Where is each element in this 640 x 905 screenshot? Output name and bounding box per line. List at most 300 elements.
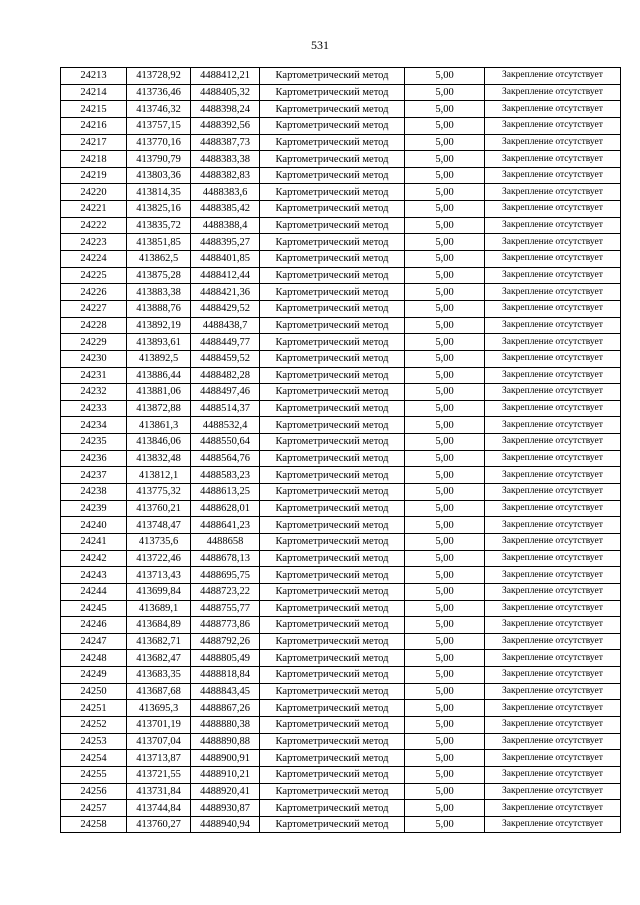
table-row [61,117,621,134]
y-coordinate-cell: 4488792,26 [191,633,260,650]
method-cell: Картометрический метод [260,334,405,351]
point-number-cell: 24236 [61,450,127,467]
method-cell: Картометрический метод [260,733,405,750]
table-row [61,716,621,733]
y-coordinate-cell: 4488583,23 [191,467,260,484]
fixing-description-cell: Закрепление отсутствует [485,617,621,634]
method-cell: Картометрический метод [260,117,405,134]
accuracy-cell: 5,00 [405,367,485,384]
x-coordinate-cell: 413687,68 [127,683,191,700]
accuracy-cell: 5,00 [405,750,485,767]
x-coordinate-cell: 413846,06 [127,434,191,451]
y-coordinate-cell: 4488805,49 [191,650,260,667]
fixing-description-cell: Закрепление отсутствует [485,251,621,268]
table-row [61,101,621,118]
fixing-description-cell: Закрепление отсутствует [485,467,621,484]
y-coordinate-cell: 4488412,21 [191,68,260,85]
accuracy-cell: 5,00 [405,583,485,600]
y-coordinate-cell: 4488429,52 [191,300,260,317]
fixing-description-cell: Закрепление отсутствует [485,201,621,218]
method-cell: Картометрический метод [260,450,405,467]
table-row [61,151,621,168]
y-coordinate-cell: 4488395,27 [191,234,260,251]
y-coordinate-cell: 4488843,45 [191,683,260,700]
x-coordinate-cell: 413728,92 [127,68,191,85]
accuracy-cell: 5,00 [405,334,485,351]
fixing-description-cell: Закрепление отсутствует [485,267,621,284]
x-coordinate-cell: 413757,15 [127,117,191,134]
x-coordinate-cell: 413683,35 [127,667,191,684]
table-row [61,533,621,550]
x-coordinate-cell: 413760,21 [127,500,191,517]
x-coordinate-cell: 413760,27 [127,816,191,833]
accuracy-cell: 5,00 [405,384,485,401]
point-number-cell: 24255 [61,766,127,783]
accuracy-cell: 5,00 [405,467,485,484]
table-row [61,434,621,451]
method-cell: Картометрический метод [260,800,405,817]
table-row [61,317,621,334]
table-row [61,766,621,783]
method-cell: Картометрический метод [260,184,405,201]
accuracy-cell: 5,00 [405,617,485,634]
fixing-description-cell: Закрепление отсутствует [485,434,621,451]
table-row [61,68,621,85]
x-coordinate-cell: 413881,06 [127,384,191,401]
fixing-description-cell: Закрепление отсутствует [485,84,621,101]
x-coordinate-cell: 413731,84 [127,783,191,800]
y-coordinate-cell: 4488398,24 [191,101,260,118]
fixing-description-cell: Закрепление отсутствует [485,417,621,434]
point-number-cell: 24241 [61,533,127,550]
method-cell: Картометрический метод [260,650,405,667]
point-number-cell: 24251 [61,700,127,717]
table-row [61,700,621,717]
x-coordinate-cell: 413872,88 [127,400,191,417]
table-row [61,500,621,517]
point-number-cell: 24258 [61,816,127,833]
x-coordinate-cell: 413735,6 [127,533,191,550]
accuracy-cell: 5,00 [405,733,485,750]
y-coordinate-cell: 4488412,44 [191,267,260,284]
fixing-description-cell: Закрепление отсутствует [485,533,621,550]
coordinates-table-body [61,68,621,833]
x-coordinate-cell: 413814,35 [127,184,191,201]
x-coordinate-cell: 413695,3 [127,700,191,717]
table-row [61,134,621,151]
x-coordinate-cell: 413790,79 [127,151,191,168]
method-cell: Картометрический метод [260,267,405,284]
table-row [61,750,621,767]
fixing-description-cell: Закрепление отсутствует [485,766,621,783]
fixing-description-cell: Закрепление отсутствует [485,716,621,733]
method-cell: Картометрический метод [260,300,405,317]
x-coordinate-cell: 413744,84 [127,800,191,817]
accuracy-cell: 5,00 [405,284,485,301]
y-coordinate-cell: 4488920,41 [191,783,260,800]
point-number-cell: 24252 [61,716,127,733]
method-cell: Картометрический метод [260,484,405,501]
x-coordinate-cell: 413861,3 [127,417,191,434]
x-coordinate-cell: 413835,72 [127,217,191,234]
fixing-description-cell: Закрепление отсутствует [485,134,621,151]
point-number-cell: 24222 [61,217,127,234]
y-coordinate-cell: 4488890,88 [191,733,260,750]
y-coordinate-cell: 4488459,52 [191,350,260,367]
fixing-description-cell: Закрепление отсутствует [485,583,621,600]
accuracy-cell: 5,00 [405,251,485,268]
x-coordinate-cell: 413721,55 [127,766,191,783]
accuracy-cell: 5,00 [405,700,485,717]
point-number-cell: 24213 [61,68,127,85]
fixing-description-cell: Закрепление отсутствует [485,816,621,833]
accuracy-cell: 5,00 [405,567,485,584]
point-number-cell: 24250 [61,683,127,700]
method-cell: Картометрический метод [260,683,405,700]
x-coordinate-cell: 413832,48 [127,450,191,467]
point-number-cell: 24248 [61,650,127,667]
point-number-cell: 24217 [61,134,127,151]
y-coordinate-cell: 4488382,83 [191,167,260,184]
method-cell: Картометрический метод [260,417,405,434]
accuracy-cell: 5,00 [405,484,485,501]
table-row [61,450,621,467]
table-row [61,400,621,417]
x-coordinate-cell: 413748,47 [127,517,191,534]
accuracy-cell: 5,00 [405,217,485,234]
x-coordinate-cell: 413875,28 [127,267,191,284]
method-cell: Картометрический метод [260,234,405,251]
accuracy-cell: 5,00 [405,234,485,251]
table-row [61,267,621,284]
table-row [61,367,621,384]
y-coordinate-cell: 4488438,7 [191,317,260,334]
method-cell: Картометрический метод [260,583,405,600]
fixing-description-cell: Закрепление отсутствует [485,633,621,650]
point-number-cell: 24237 [61,467,127,484]
method-cell: Картометрический метод [260,700,405,717]
point-number-cell: 24231 [61,367,127,384]
y-coordinate-cell: 4488613,25 [191,484,260,501]
method-cell: Картометрический метод [260,517,405,534]
table-row [61,650,621,667]
table-row [61,550,621,567]
point-number-cell: 24238 [61,484,127,501]
y-coordinate-cell: 4488405,32 [191,84,260,101]
table-row [61,667,621,684]
accuracy-cell: 5,00 [405,317,485,334]
fixing-description-cell: Закрепление отсутствует [485,68,621,85]
point-number-cell: 24234 [61,417,127,434]
table-row [61,800,621,817]
table-row [61,234,621,251]
method-cell: Картометрический метод [260,750,405,767]
x-coordinate-cell: 413803,36 [127,167,191,184]
table-row [61,350,621,367]
table-row [61,334,621,351]
y-coordinate-cell: 4488658 [191,533,260,550]
y-coordinate-cell: 4488388,4 [191,217,260,234]
method-cell: Картометрический метод [260,384,405,401]
accuracy-cell: 5,00 [405,300,485,317]
x-coordinate-cell: 413722,46 [127,550,191,567]
table-row [61,600,621,617]
x-coordinate-cell: 413713,43 [127,567,191,584]
point-number-cell: 24257 [61,800,127,817]
y-coordinate-cell: 4488482,28 [191,367,260,384]
table-row [61,300,621,317]
method-cell: Картометрический метод [260,167,405,184]
fixing-description-cell: Закрепление отсутствует [485,733,621,750]
fixing-description-cell: Закрепление отсутствует [485,517,621,534]
y-coordinate-cell: 4488385,42 [191,201,260,218]
y-coordinate-cell: 4488910,21 [191,766,260,783]
point-number-cell: 24215 [61,101,127,118]
table-row [61,217,621,234]
method-cell: Картометрический метод [260,550,405,567]
table-row [61,733,621,750]
method-cell: Картометрический метод [260,500,405,517]
accuracy-cell: 5,00 [405,800,485,817]
accuracy-cell: 5,00 [405,517,485,534]
accuracy-cell: 5,00 [405,201,485,218]
fixing-description-cell: Закрепление отсутствует [485,284,621,301]
y-coordinate-cell: 4488497,46 [191,384,260,401]
table-row [61,417,621,434]
fixing-description-cell: Закрепление отсутствует [485,700,621,717]
accuracy-cell: 5,00 [405,766,485,783]
point-number-cell: 24216 [61,117,127,134]
method-cell: Картометрический метод [260,766,405,783]
accuracy-cell: 5,00 [405,600,485,617]
point-number-cell: 24214 [61,84,127,101]
accuracy-cell: 5,00 [405,151,485,168]
accuracy-cell: 5,00 [405,716,485,733]
accuracy-cell: 5,00 [405,667,485,684]
fixing-description-cell: Закрепление отсутствует [485,317,621,334]
x-coordinate-cell: 413888,76 [127,300,191,317]
y-coordinate-cell: 4488421,36 [191,284,260,301]
method-cell: Картометрический метод [260,816,405,833]
accuracy-cell: 5,00 [405,450,485,467]
y-coordinate-cell: 4488550,64 [191,434,260,451]
x-coordinate-cell: 413883,38 [127,284,191,301]
table-row [61,484,621,501]
method-cell: Картометрический метод [260,201,405,218]
table-row [61,633,621,650]
point-number-cell: 24224 [61,251,127,268]
y-coordinate-cell: 4488392,56 [191,117,260,134]
y-coordinate-cell: 4488564,76 [191,450,260,467]
page-number: 531 [311,38,329,52]
accuracy-cell: 5,00 [405,683,485,700]
table-row [61,384,621,401]
table-row [61,467,621,484]
fixing-description-cell: Закрепление отсутствует [485,450,621,467]
method-cell: Картометрический метод [260,367,405,384]
point-number-cell: 24233 [61,400,127,417]
y-coordinate-cell: 4488867,26 [191,700,260,717]
fixing-description-cell: Закрепление отсутствует [485,800,621,817]
point-number-cell: 24254 [61,750,127,767]
fixing-description-cell: Закрепление отсутствует [485,384,621,401]
y-coordinate-cell: 4488514,37 [191,400,260,417]
fixing-description-cell: Закрепление отсутствует [485,117,621,134]
point-number-cell: 24228 [61,317,127,334]
method-cell: Картометрический метод [260,567,405,584]
x-coordinate-cell: 413713,87 [127,750,191,767]
table-row [61,567,621,584]
table-row [61,517,621,534]
fixing-description-cell: Закрепление отсутствует [485,750,621,767]
accuracy-cell: 5,00 [405,550,485,567]
y-coordinate-cell: 4488387,73 [191,134,260,151]
accuracy-cell: 5,00 [405,533,485,550]
x-coordinate-cell: 413893,61 [127,334,191,351]
fixing-description-cell: Закрепление отсутствует [485,783,621,800]
y-coordinate-cell: 4488773,86 [191,617,260,634]
x-coordinate-cell: 413746,32 [127,101,191,118]
point-number-cell: 24242 [61,550,127,567]
point-number-cell: 24239 [61,500,127,517]
method-cell: Картометрический метод [260,151,405,168]
table-row [61,251,621,268]
accuracy-cell: 5,00 [405,816,485,833]
point-number-cell: 24230 [61,350,127,367]
y-coordinate-cell: 4488383,38 [191,151,260,168]
point-number-cell: 24253 [61,733,127,750]
x-coordinate-cell: 413812,1 [127,467,191,484]
x-coordinate-cell: 413682,47 [127,650,191,667]
method-cell: Картометрический метод [260,68,405,85]
point-number-cell: 24219 [61,167,127,184]
point-number-cell: 24243 [61,567,127,584]
accuracy-cell: 5,00 [405,783,485,800]
x-coordinate-cell: 413825,16 [127,201,191,218]
y-coordinate-cell: 4488678,13 [191,550,260,567]
point-number-cell: 24244 [61,583,127,600]
point-number-cell: 24223 [61,234,127,251]
fixing-description-cell: Закрепление отсутствует [485,550,621,567]
point-number-cell: 24229 [61,334,127,351]
fixing-description-cell: Закрепление отсутствует [485,217,621,234]
y-coordinate-cell: 4488695,75 [191,567,260,584]
x-coordinate-cell: 413775,32 [127,484,191,501]
x-coordinate-cell: 413689,1 [127,600,191,617]
point-number-cell: 24249 [61,667,127,684]
fixing-description-cell: Закрепление отсутствует [485,400,621,417]
accuracy-cell: 5,00 [405,500,485,517]
table-row [61,617,621,634]
point-number-cell: 24232 [61,384,127,401]
y-coordinate-cell: 4488723,22 [191,583,260,600]
y-coordinate-cell: 4488755,77 [191,600,260,617]
x-coordinate-cell: 413684,89 [127,617,191,634]
table-row [61,783,621,800]
x-coordinate-cell: 413699,84 [127,583,191,600]
method-cell: Картометрический метод [260,350,405,367]
fixing-description-cell: Закрепление отсутствует [485,300,621,317]
y-coordinate-cell: 4488900,91 [191,750,260,767]
accuracy-cell: 5,00 [405,117,485,134]
method-cell: Картометрический метод [260,467,405,484]
y-coordinate-cell: 4488818,84 [191,667,260,684]
method-cell: Картометрический метод [260,716,405,733]
x-coordinate-cell: 413701,19 [127,716,191,733]
table-row [61,167,621,184]
accuracy-cell: 5,00 [405,167,485,184]
method-cell: Картометрический метод [260,434,405,451]
fixing-description-cell: Закрепление отсутствует [485,167,621,184]
method-cell: Картометрический метод [260,633,405,650]
accuracy-cell: 5,00 [405,650,485,667]
point-number-cell: 24226 [61,284,127,301]
y-coordinate-cell: 4488383,6 [191,184,260,201]
method-cell: Картометрический метод [260,251,405,268]
fixing-description-cell: Закрепление отсутствует [485,567,621,584]
accuracy-cell: 5,00 [405,184,485,201]
point-number-cell: 24246 [61,617,127,634]
x-coordinate-cell: 413851,85 [127,234,191,251]
y-coordinate-cell: 4488532,4 [191,417,260,434]
y-coordinate-cell: 4488449,77 [191,334,260,351]
accuracy-cell: 5,00 [405,134,485,151]
table-row [61,816,621,833]
accuracy-cell: 5,00 [405,434,485,451]
table-row [61,284,621,301]
x-coordinate-cell: 413892,19 [127,317,191,334]
point-number-cell: 24218 [61,151,127,168]
y-coordinate-cell: 4488628,01 [191,500,260,517]
table-row [61,84,621,101]
accuracy-cell: 5,00 [405,68,485,85]
fixing-description-cell: Закрепление отсутствует [485,683,621,700]
x-coordinate-cell: 413770,16 [127,134,191,151]
coordinates-table [60,67,621,833]
accuracy-cell: 5,00 [405,101,485,118]
fixing-description-cell: Закрепление отсутствует [485,600,621,617]
fixing-description-cell: Закрепление отсутствует [485,350,621,367]
method-cell: Картометрический метод [260,400,405,417]
table-row [61,583,621,600]
accuracy-cell: 5,00 [405,267,485,284]
fixing-description-cell: Закрепление отсутствует [485,151,621,168]
y-coordinate-cell: 4488641,23 [191,517,260,534]
fixing-description-cell: Закрепление отсутствует [485,500,621,517]
point-number-cell: 24225 [61,267,127,284]
fixing-description-cell: Закрепление отсутствует [485,334,621,351]
method-cell: Картометрический метод [260,317,405,334]
y-coordinate-cell: 4488401,85 [191,251,260,268]
fixing-description-cell: Закрепление отсутствует [485,101,621,118]
fixing-description-cell: Закрепление отсутствует [485,184,621,201]
point-number-cell: 24235 [61,434,127,451]
method-cell: Картометрический метод [260,600,405,617]
y-coordinate-cell: 4488880,38 [191,716,260,733]
method-cell: Картометрический метод [260,134,405,151]
method-cell: Картометрический метод [260,84,405,101]
x-coordinate-cell: 413736,46 [127,84,191,101]
x-coordinate-cell: 413707,04 [127,733,191,750]
fixing-description-cell: Закрепление отсутствует [485,234,621,251]
table-row [61,184,621,201]
accuracy-cell: 5,00 [405,633,485,650]
method-cell: Картометрический метод [260,101,405,118]
fixing-description-cell: Закрепление отсутствует [485,667,621,684]
fixing-description-cell: Закрепление отсутствует [485,367,621,384]
point-number-cell: 24240 [61,517,127,534]
point-number-cell: 24220 [61,184,127,201]
